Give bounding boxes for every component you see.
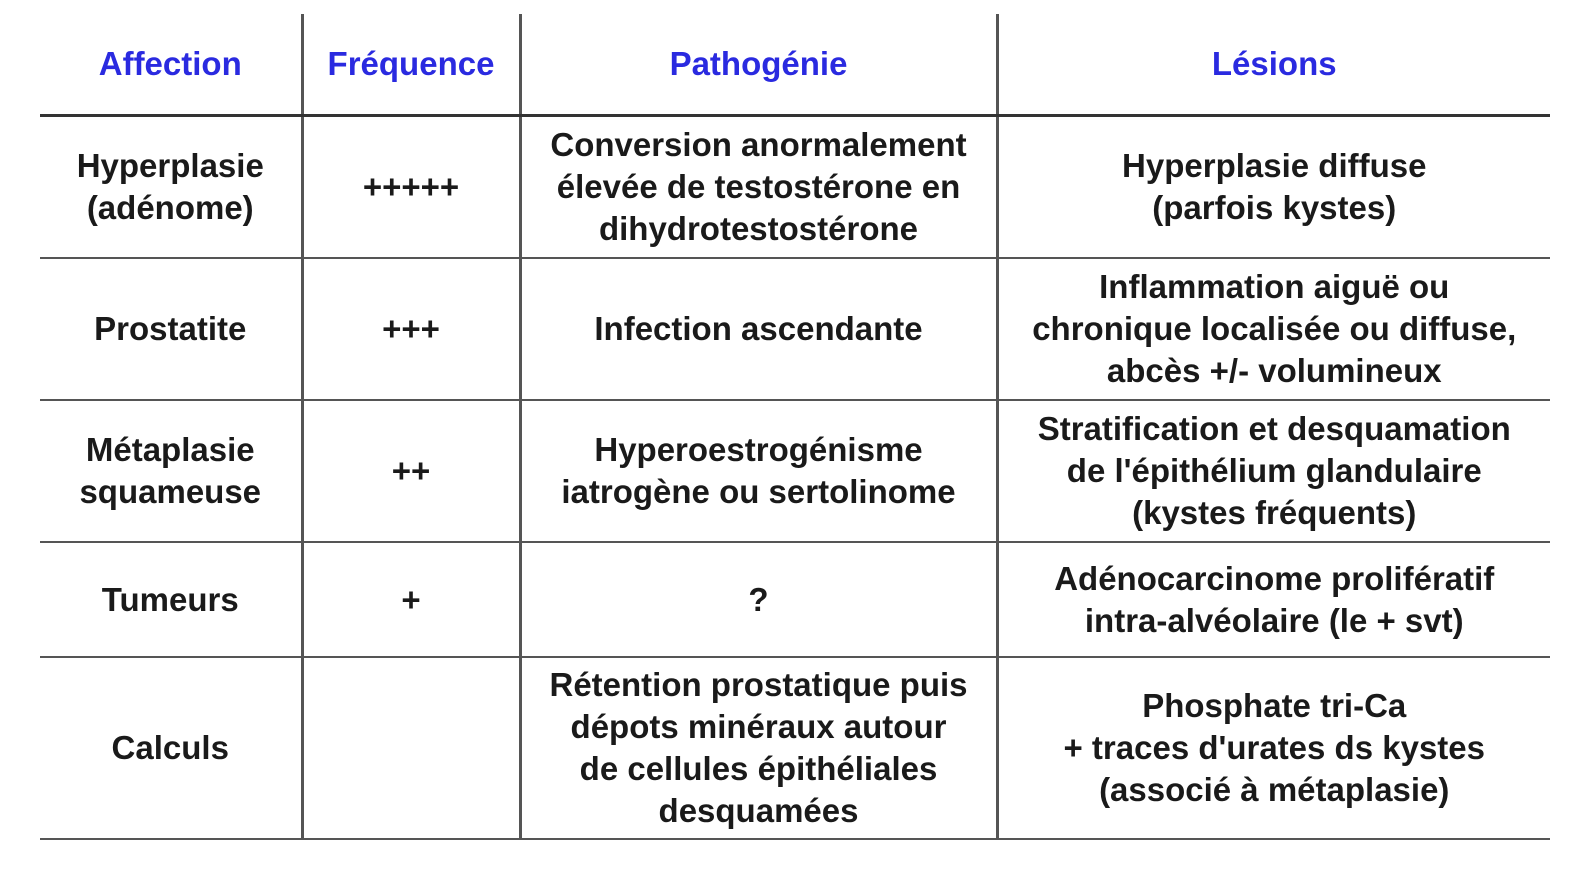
cell-text: ++ <box>391 452 431 489</box>
header-affection: Affection <box>40 14 302 116</box>
cell-text: Hyperplasie (adénome) <box>76 147 264 226</box>
header-pathogenie: Pathogénie <box>520 14 997 116</box>
cell-text: +++++ <box>362 168 460 205</box>
table-row <box>40 542 1550 657</box>
cell-text: Tumeurs <box>101 580 239 618</box>
cell-text: Phosphate tri-Ca + traces d'urates ds kystes (associé à métaplasie) <box>1063 687 1485 808</box>
cell-lesions <box>997 657 1550 839</box>
cell-frequence <box>302 116 520 259</box>
cell-pathogenie <box>520 400 997 542</box>
table-row <box>40 657 1550 839</box>
cell-frequence <box>302 657 520 839</box>
cell-text: Hyperoestrogénisme iatrogène ou sertolinome <box>561 431 956 510</box>
cell-affection <box>40 116 302 259</box>
cell-frequence <box>302 542 520 657</box>
table-row <box>40 400 1550 542</box>
cell-text: +++ <box>382 310 440 347</box>
cell-lesions <box>997 400 1550 542</box>
cell-lesions <box>997 116 1550 259</box>
cell-text: Inflammation aiguë ou chronique localisée ou diffuse, abcès +/- volumineux <box>1032 268 1517 389</box>
header-row <box>40 14 1550 116</box>
cell-lesions <box>997 542 1550 657</box>
cell-affection <box>40 400 302 542</box>
cell-frequence <box>302 258 520 400</box>
cell-text: Métaplasie squameuse <box>79 431 262 510</box>
cell-pathogenie <box>520 116 997 259</box>
header-frequence: Fréquence <box>302 14 520 116</box>
cell-affection <box>40 657 302 839</box>
header-lesions: Lésions <box>997 14 1550 116</box>
cell-text: Infection ascendante <box>594 310 923 347</box>
cell-text: + <box>401 580 421 618</box>
cell-lesions <box>997 258 1550 400</box>
cell-affection <box>40 258 302 400</box>
cell-text: Stratification et desquamation de l'épithélium glandulaire (kystes fréquents) <box>1037 410 1511 531</box>
table-row <box>40 116 1550 259</box>
cell-text: Conversion anormalement élevée de testostérone en dihydrotestostérone <box>550 126 967 247</box>
cell-text: Adénocarcinome prolifératif intra-alvéolaire (le + svt) <box>1054 559 1495 639</box>
cell-affection <box>40 542 302 657</box>
prostate-pathology-table <box>40 14 1550 840</box>
prostate-pathology-table-container <box>40 14 1550 840</box>
cell-pathogenie <box>520 258 997 400</box>
cell-text: Calculs <box>111 729 229 766</box>
cell-frequence <box>302 400 520 542</box>
cell-text: ? <box>748 580 769 618</box>
cell-text: Prostatite <box>94 310 247 347</box>
table-row <box>40 258 1550 400</box>
cell-text: Rétention prostatique puis dépots minéraux autour de cellules épithéliales desquamées <box>549 666 968 829</box>
cell-text: Hyperplasie diffuse (parfois kystes) <box>1122 147 1427 226</box>
cell-pathogenie <box>520 542 997 657</box>
cell-pathogenie <box>520 657 997 839</box>
